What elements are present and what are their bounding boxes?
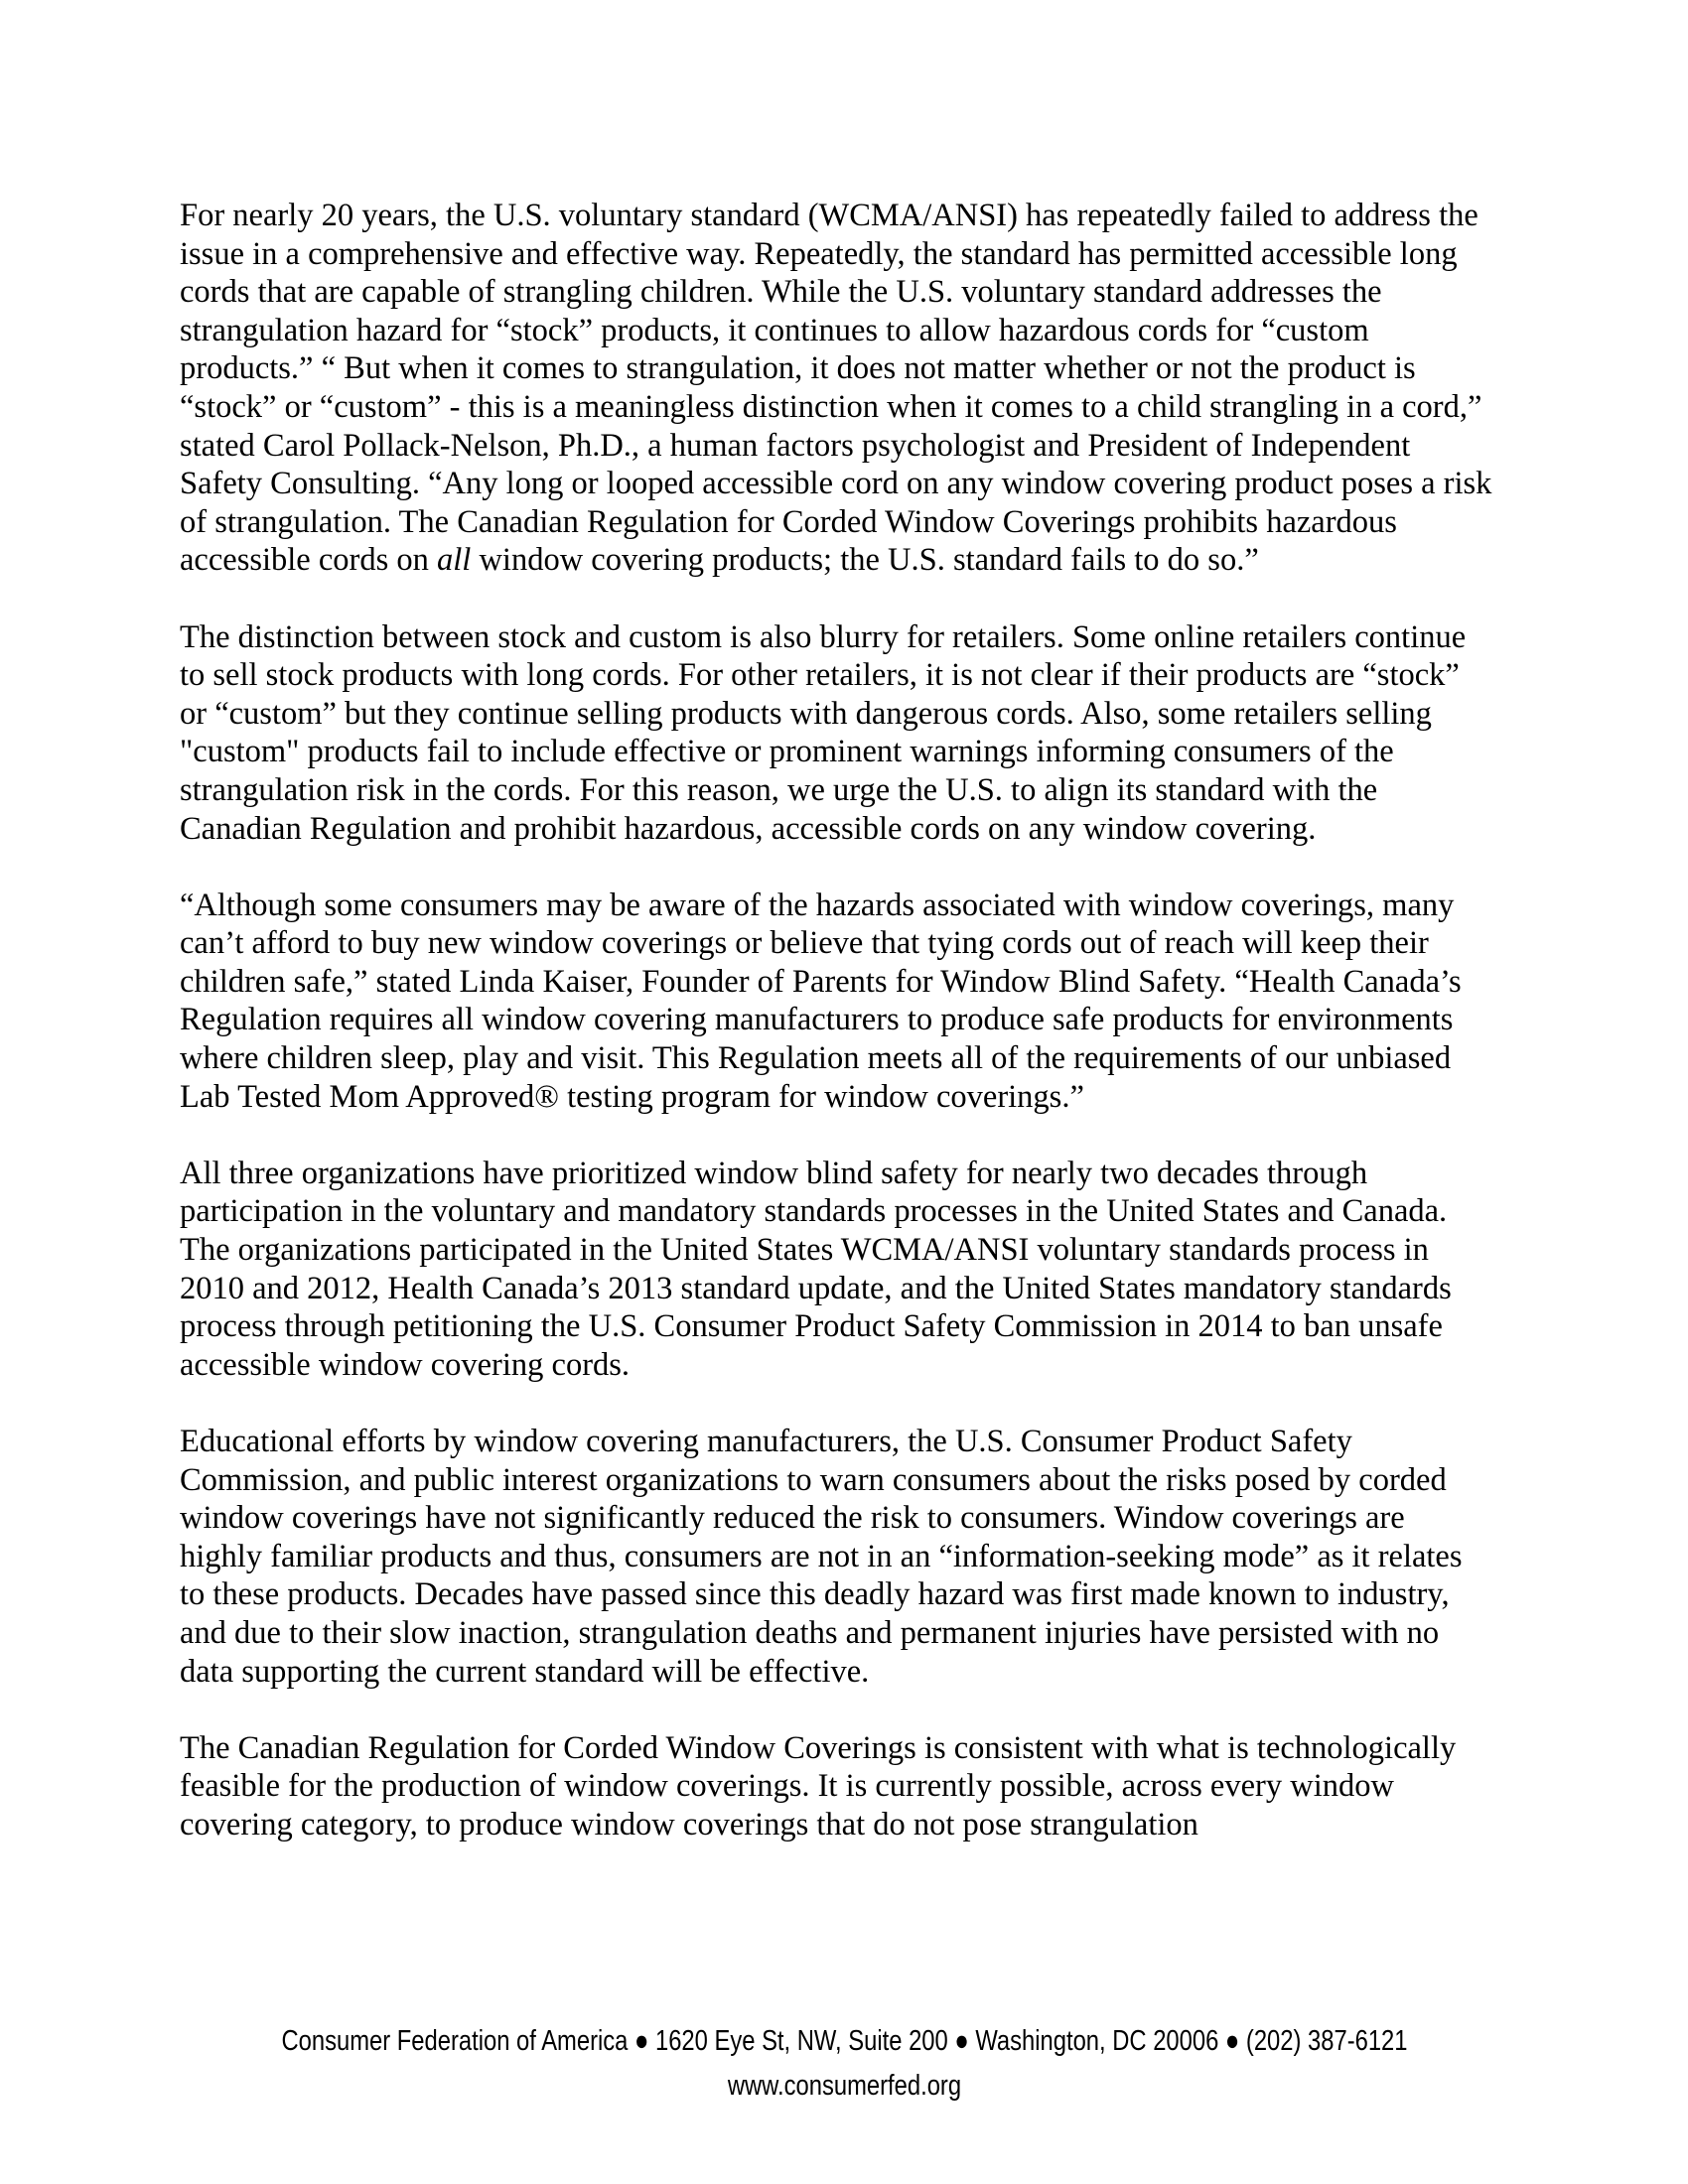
text-run: All three organizations have prioritized window blind safety for nearly two decades through participation in the voluntary and mandatory standards processes in the United States and Canada. The organizations participated in the United States WCMA/ANSI voluntary standards process in 2010 and 2012, Health Canada’s 2013 standard update, and the United States mandatory standards process through petitioning the U.S. Consumer Product Safety Commission in 2014 to ban unsafe accessible window covering cords. <box>180 1155 1452 1383</box>
page-footer <box>0 2021 1688 2111</box>
text-run: The distinction between stock and custom is also blurry for retailers. Some online retailers continue to sell stock products with long cords. For other retailers, it is not clear if their products are “stock” or “custom” but they continue selling products with dangerous cords. Also, some retailers selling "custom" products fail to include effective or prominent warnings informing consumers of the strangulation risk in the cords. For this reason, we urge the U.S. to align its standard with the Canadian Regulation and prohibit hazardous, accessible cords on any window covering. <box>180 618 1467 847</box>
footer-website-text: www.consumerfed.org <box>727 2070 961 2102</box>
footer-contact-line <box>0 2021 1688 2066</box>
text-run: For nearly 20 years, the U.S. voluntary standard (WCMA/ANSI) has repeatedly failed to address the issue in a comprehensive and effective way. Repeatedly, the standard has permitted accessible long cords that are capable of strangling children. While the U.S. voluntary standard addresses the strangulation hazard for “stock” products, it continues to allow hazardous cords for “custom products.” “ But when it comes to strangulation, it does not matter whether or not the product is “stock” or “custom” - this is a meaningless distinction when it comes to a child strangling in a cord,” stated Carol Pollack-Nelson, Ph.D., a human factors psychologist and President of Independent Safety Consulting. “Any long or looped accessible cord on any window covering product poses a risk of strangulation. The Canadian Regulation for Corded Window Coverings prohibits hazardous accessible cords on <box>180 198 1492 579</box>
text-run: “Although some consumers may be aware of the hazards associated with window coverings, many can’t afford to buy new window coverings or believe that tying cords out of reach will keep their children safe,” stated Linda Kaiser, Founder of Parents for Window Blind Safety. “Health Canada’s Regulation requires all window covering manufacturers to produce safe products for environments where children sleep, play and visit. This Regulation meets all of the requirements of our unbiased Lab Tested Mom Approved® testing program for window coverings.” <box>180 887 1462 1115</box>
text-run: Educational efforts by window covering manufacturers, the U.S. Consumer Product Safety Commission, and public interest organizations to warn consumers about the risks posed by corded window coverings have not significantly reduced the risk to consumers. Window coverings are highly familiar products and thus, consumers are not in an “information-seeking mode” as it relates to these products. Decades have passed since this deadly hazard was first made known to industry, and due to their slow inaction, strangulation deaths and permanent injuries have persisted with no data supporting the current standard will be effective. <box>180 1424 1463 1690</box>
italic-text-run: all <box>437 542 472 579</box>
text-run: window covering products; the U.S. standard fails to do so.” <box>471 542 1259 579</box>
letter-body <box>180 197 1492 1882</box>
paragraph <box>180 1423 1492 1691</box>
paragraph <box>180 887 1492 1117</box>
paragraph <box>180 1155 1492 1385</box>
paragraph <box>180 197 1492 580</box>
paragraph <box>180 1729 1492 1844</box>
footer-website-line <box>0 2066 1688 2111</box>
footer-contact-text: Consumer Federation of America ● 1620 Eye St, NW, Suite 200 ● Washington, DC 20006 ● (202) 387-6121 <box>280 2025 1408 2057</box>
paragraph <box>180 618 1492 849</box>
text-run: The Canadian Regulation for Corded Window Coverings is consistent with what is technologically feasible for the production of window coverings. It is currently possible, across every window covering category, to produce window coverings that do not pose strangulation <box>180 1729 1457 1843</box>
